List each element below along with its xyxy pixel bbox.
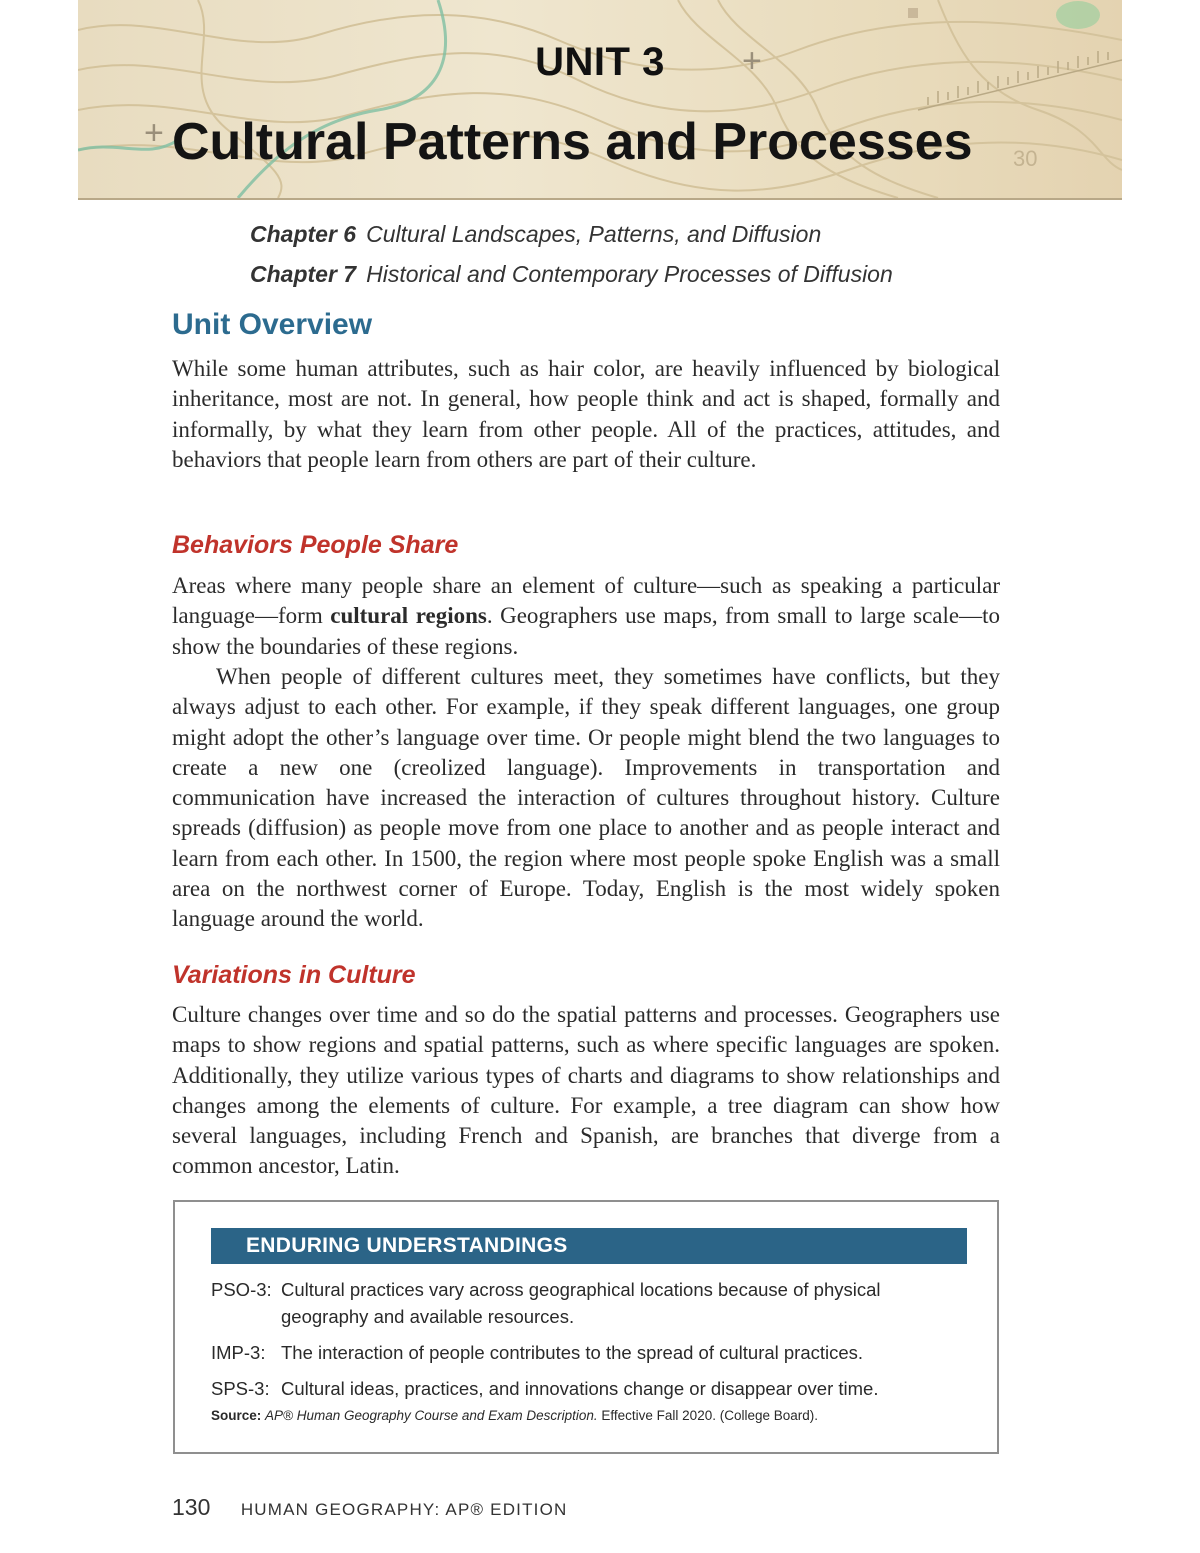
standard-text: Cultural practices vary across geographical locations because of physical geography and available resources. bbox=[281, 1279, 881, 1327]
chapter-number: Chapter 7 bbox=[250, 261, 357, 287]
chapter-number: Chapter 6 bbox=[250, 221, 357, 247]
standard-text: Cultural ideas, practices, and innovations change or disappear over time. bbox=[281, 1378, 879, 1399]
list-item bbox=[211, 1339, 971, 1366]
crosshair-plus-icon: + bbox=[742, 42, 762, 80]
chapter-row bbox=[250, 216, 893, 256]
paragraph-text: Areas where many people share an element of culture—such as speaking a particular language—form bbox=[172, 573, 1000, 629]
standard-code: IMP-3: bbox=[211, 1342, 266, 1363]
page-footer bbox=[172, 1494, 568, 1521]
paragraph-text: . Geographers use maps, from small to large scale—to show the boundaries of these regions. bbox=[172, 603, 1000, 659]
source-citation bbox=[211, 1408, 818, 1423]
source-details: Effective Fall 2020. (College Board). bbox=[597, 1408, 819, 1423]
list-item bbox=[211, 1375, 971, 1402]
unit-overview-heading: Unit Overview bbox=[172, 308, 373, 341]
standard-code: PSO-3: bbox=[211, 1279, 272, 1300]
unit-title: Cultural Patterns and Processes bbox=[172, 113, 973, 171]
enduring-understandings-box bbox=[173, 1200, 999, 1454]
book-title: HUMAN GEOGRAPHY: AP® EDITION bbox=[240, 1500, 568, 1519]
source-title: AP® Human Geography Course and Exam Description. bbox=[265, 1408, 598, 1423]
enduring-understandings-list bbox=[211, 1276, 971, 1411]
source-label: Source: bbox=[211, 1408, 262, 1423]
standard-text: The interaction of people contributes to the spread of cultural practices. bbox=[281, 1342, 864, 1363]
key-term: cultural regions bbox=[330, 603, 487, 629]
behaviors-heading: Behaviors People Share bbox=[172, 531, 459, 559]
behaviors-paragraph-1 bbox=[172, 571, 1000, 662]
enduring-understandings-heading: ENDURING UNDERSTANDINGS bbox=[211, 1228, 967, 1264]
paragraph-text: When people of different cultures meet, they sometimes have conflicts, but they always adjust to each other. For example, if they speak different languages, one group might adopt the other’s language over time. Or people might blend the two languages to create a new one (creolized language). Improvements in transportation and communication have increased the interaction of cultures throughout history. Culture spreads (diffusion) as people move from one place to another and as people interact and learn from each other. In 1500, the region where most people spoke English was a small area on the northwest corner of Europe. Today, English is the most widely spoken language around the world. bbox=[172, 664, 1000, 932]
variations-paragraph: Culture changes over time and so do the spatial patterns and processes. Geographers use maps to show regions and spatial patterns, such as where specific languages are spoken. Additionally, they utilize various types of charts and diagrams to show relationships and changes among the elements of culture. For example, a tree diagram can show how several languages, including French and Spanish, are branches that diverge from a common ancestor, Latin. bbox=[172, 1002, 1000, 1179]
chapter-title: Historical and Contemporary Processes of Diffusion bbox=[366, 261, 893, 287]
map-elevation-label: 30 bbox=[1013, 146, 1038, 171]
chapter-list bbox=[250, 216, 893, 296]
chapter-title: Cultural Landscapes, Patterns, and Diffusion bbox=[366, 221, 822, 247]
unit-label: UNIT 3 bbox=[535, 40, 665, 84]
standard-code: SPS-3: bbox=[211, 1378, 270, 1399]
variations-heading: Variations in Culture bbox=[172, 961, 416, 989]
crosshair-plus-icon: + bbox=[144, 114, 164, 152]
page-number: 130 bbox=[172, 1494, 211, 1520]
overview-paragraph: While some human attributes, such as hair color, are heavily influenced by biological inheritance, most are not. In general, how people think and act is shaped, formally and informally, by what they learn from other people. All of the practices, attitudes, and behaviors that people learn from others are part of their culture. bbox=[172, 356, 1000, 472]
list-item bbox=[211, 1276, 971, 1330]
behaviors-paragraph-2 bbox=[172, 662, 1000, 935]
chapter-row bbox=[250, 256, 893, 296]
